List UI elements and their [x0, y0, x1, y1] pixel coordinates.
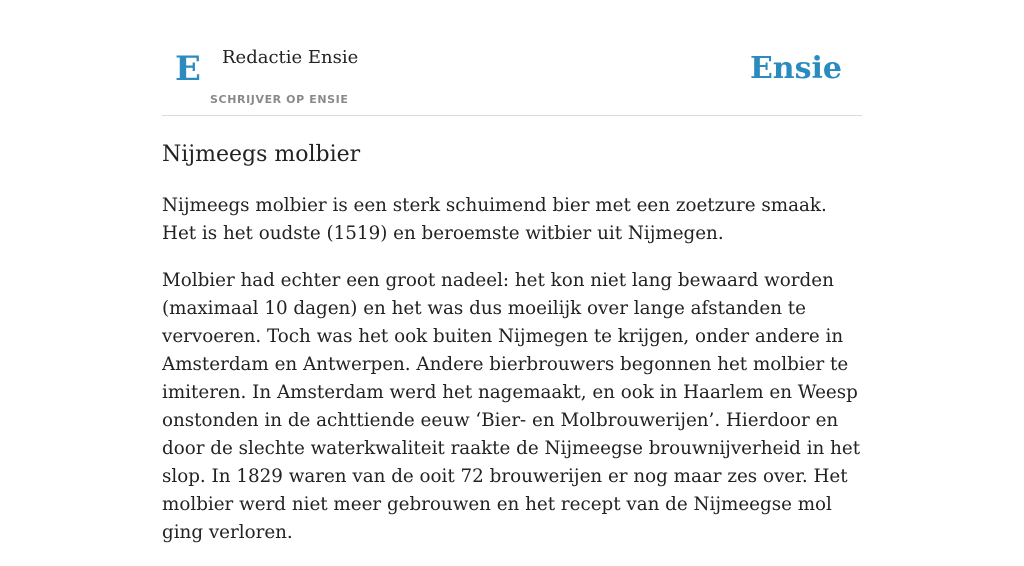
author-role: SCHRIJVER OP ENSIE: [210, 93, 349, 106]
ensie-brand-logo[interactable]: Ensie: [749, 51, 842, 86]
article-body: [162, 192, 862, 566]
author-header: [162, 0, 862, 116]
author-avatar-logo[interactable]: E: [175, 49, 201, 89]
article-title: Nijmeegs molbier: [162, 142, 361, 167]
article-paragraph: Molbier had echter een groot nadeel: het kon niet lang bewaard worden (maximaal 10 dagen) en het was dus moeilijk over lange afstanden te vervoeren. Toch was het ook buiten Nijmegen te krijgen, onder andere in Amsterdam en Antwerpen. Andere bierbrouwers begonnen het molbier te imiteren. In Amsterdam werd het nagemaakt, en ook in Haarlem en Weesp onstonden in de achttiende eeuw ‘Bier- en Molbrouwerijen’. Hierdoor en door de slechte waterkwaliteit raakte de Nijmeegse brouwnijverheid in het slop. In 1829 waren van de ooit 72 brouwerijen er nog maar zes over. Het molbier werd niet meer gebrouwen en het recept van de Nijmeegse mol ging verloren.: [162, 270, 861, 543]
author-name[interactable]: Redactie Ensie: [222, 47, 359, 68]
content-column: [162, 0, 862, 543]
article-paragraph: Nijmeegs molbier is een sterk schuimend bier met een zoetzure smaak. Het is het oudste (1519) en beroemste witbier uit Nijmegen.: [162, 195, 827, 244]
